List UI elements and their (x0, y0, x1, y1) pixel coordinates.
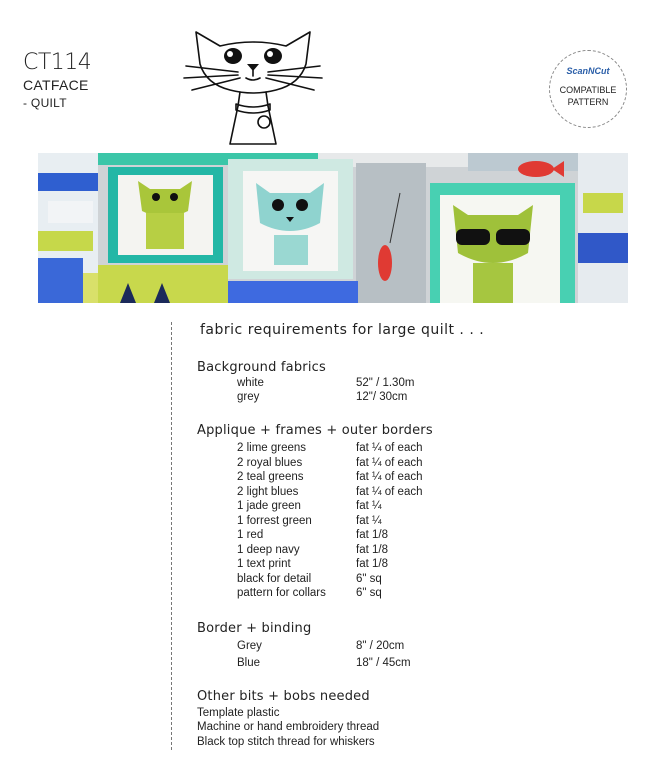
other-line: Machine or hand embroidery thread (197, 721, 380, 733)
pattern-code: CT114 (23, 50, 92, 75)
section-heading-applique: Applique + frames + outer borders (197, 423, 433, 438)
compatible-pattern-badge (549, 50, 627, 128)
quilt-photo-image (38, 153, 628, 303)
badge-line-2: PATTERN (567, 97, 609, 107)
item-amount: 12"/ 30cm (356, 391, 408, 403)
item-amount: 18" / 45cm (356, 657, 411, 669)
item-name: black for detail (237, 573, 312, 585)
cat-face-logo-icon (178, 20, 328, 148)
item-amount: 6" sq (356, 573, 382, 585)
scanncut-logo: ScanNCut (566, 66, 610, 76)
item-name: 2 lime greens (237, 442, 307, 454)
item-name: 1 jade green (237, 500, 301, 512)
item-name: 2 teal greens (237, 471, 304, 483)
quilt-photo (38, 153, 628, 303)
item-amount: fat ¼ (356, 500, 382, 512)
item-name: white (237, 377, 264, 389)
item-amount: 8" / 20cm (356, 640, 405, 652)
item-name: grey (237, 391, 260, 403)
other-line: Black top stitch thread for whiskers (197, 736, 375, 748)
item-amount: fat 1/8 (356, 558, 388, 570)
section-heading-other: Other bits + bobs needed (197, 689, 370, 704)
badge-line-1: COMPATIBLE (559, 85, 617, 95)
other-line: Template plastic (197, 707, 280, 719)
item-name: 1 forrest green (237, 515, 312, 527)
item-amount: 52" / 1.30m (356, 377, 415, 389)
item-name: pattern for collars (237, 587, 326, 599)
item-amount: fat ¼ of each (356, 442, 423, 454)
section-heading-background: Background fabrics (197, 360, 326, 375)
item-amount: fat ¼ of each (356, 486, 423, 498)
item-name: 1 text print (237, 558, 291, 570)
dashed-divider (171, 322, 172, 750)
pattern-name: CATFACE (23, 77, 89, 93)
item-amount: fat ¼ of each (356, 471, 423, 483)
header (0, 0, 656, 152)
requirements-title: fabric requirements for large quilt . . . (200, 322, 485, 338)
item-name: 1 deep navy (237, 544, 300, 556)
item-amount: fat 1/8 (356, 544, 388, 556)
pattern-subtitle: - QUILT (23, 96, 67, 110)
item-amount: 6" sq (356, 587, 382, 599)
item-name: 2 light blues (237, 486, 299, 498)
item-name: 1 red (237, 529, 264, 541)
item-amount: fat 1/8 (356, 529, 388, 541)
item-amount: fat ¼ (356, 515, 382, 527)
item-amount: fat ¼ of each (356, 457, 423, 469)
item-name: Grey (237, 640, 262, 652)
item-name: Blue (237, 657, 261, 669)
section-heading-border: Border + binding (197, 621, 312, 636)
item-name: 2 royal blues (237, 457, 303, 469)
